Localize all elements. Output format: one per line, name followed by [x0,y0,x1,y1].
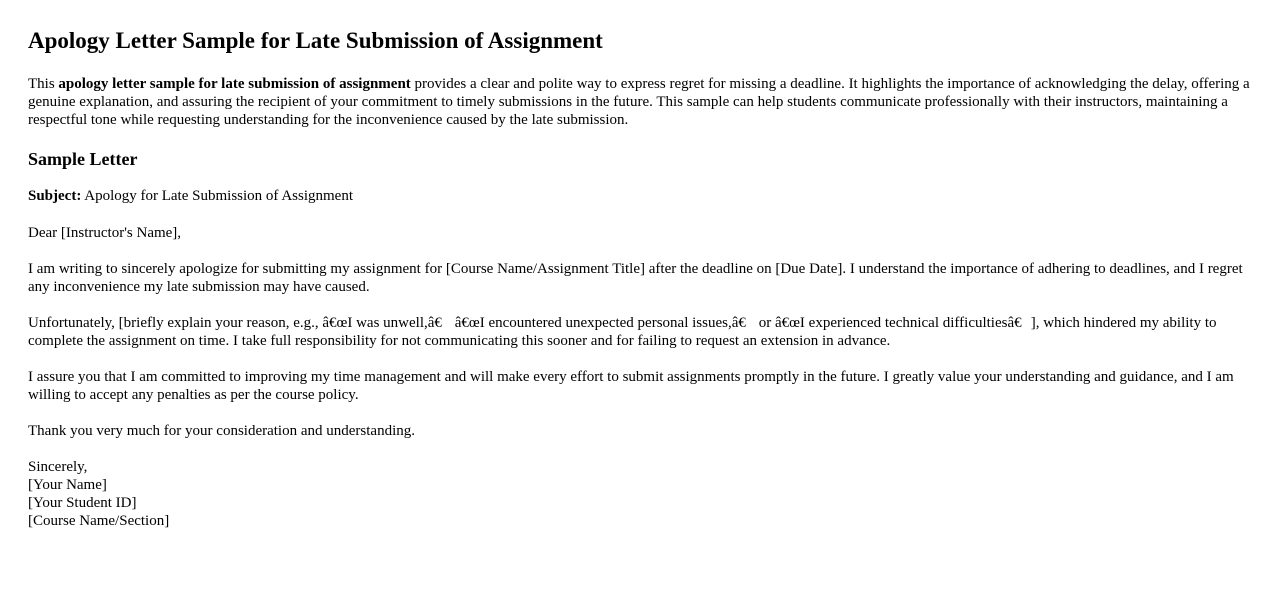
letter-greeting: Dear [Instructor's Name], [28,225,182,241]
subject-text: Apology for Late Submission of Assignment [81,188,353,204]
intro-bold-phrase: apology letter sample for late submission of assignment [58,76,411,92]
intro-lead: This [28,76,59,92]
letter-paragraph-1: I am writing to sincerely apologize for submitting my assignment for [Course Name/Assignment Title] after the deadline on [Due Date]. I understand the importance of adhering to deadlines, and I regret any inconvenience my late submission may have caused. [28,261,1243,295]
signer-student-id: [Your Student ID] [28,495,137,511]
letter-paragraph-3: I assure you that I am committed to improving my time management and will make every effort to submit assignments promptly in the future. I greatly value your understanding and guidance, and I am willing to accept any penalties as per the course policy. [28,369,1234,403]
signer-name: [Your Name] [28,477,107,493]
letter-paragraph-2: Unfortunately, [briefly explain your reason, e.g., â€œI was unwell,â€ â€œI encountered unexpected personal issues,â€ or â€œI experienced technical difficultiesâ€], which hindered my ability to complete the assignment on time. I take full responsibility for not communicating this sooner and for failing to request an extension in advance. [28,315,1217,349]
signer-course-section: [Course Name/Section] [28,513,170,529]
intro-paragraph [28,75,1258,129]
subject-label: Subject: [28,188,82,204]
sign-off: Sincerely, [28,459,88,475]
letter-closing [28,458,1258,530]
letter-subject [28,187,1258,205]
page-title: Apology Letter Sample for Late Submission of Assignment [28,28,603,53]
intro-rest: provides a clear and polite way to express regret for missing a deadline. It highlights the importance of acknowledging the delay, offering a genuine explanation, and assuring the recipient of your commitment to timely submissions in the future. This sample can help students communicate professionally with their instructors, maintaining a respectful tone while requesting understanding for the inconvenience caused by the late submission. [28,76,1250,128]
section-heading: Sample Letter [28,149,138,169]
letter-thanks: Thank you very much for your consideration and understanding. [28,423,415,439]
